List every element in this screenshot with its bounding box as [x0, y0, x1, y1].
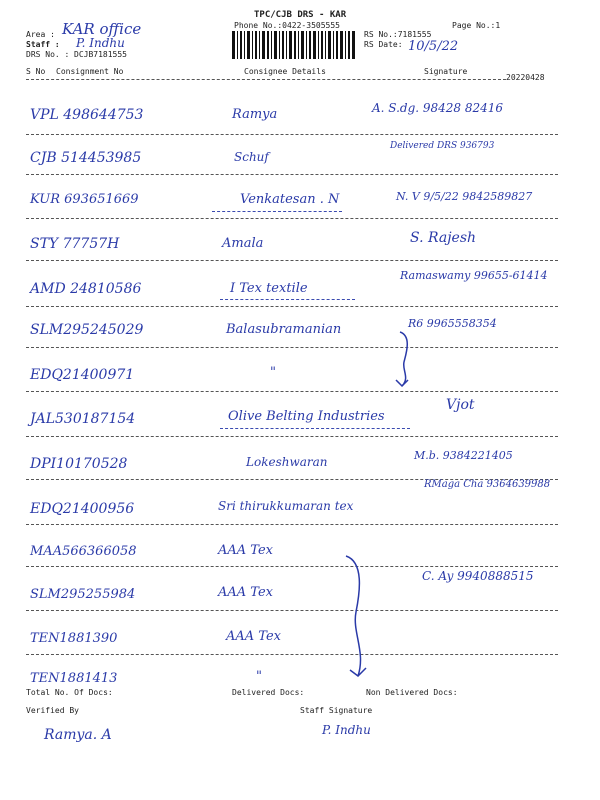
- total-docs-label: Total No. Of Docs:: [26, 688, 113, 697]
- row-7-consignee: ": [270, 365, 276, 380]
- row-9-signature: M.b. 9384221405: [414, 449, 513, 462]
- row-2-consignment: CJB 514453985: [30, 150, 142, 166]
- row-9-consignee: Lokeshwaran: [246, 455, 328, 469]
- header-divider: [26, 79, 506, 80]
- row-6-consignment: SLM295245029: [30, 322, 144, 338]
- row-10-consignee: Sri thirukkumaran tex: [218, 499, 354, 513]
- row-divider: [26, 347, 558, 348]
- column-signature: Signature: [424, 67, 468, 76]
- row-6-consignee: Balasubramanian: [226, 322, 342, 337]
- row-8-consignee: Olive Belting Industries: [228, 409, 385, 424]
- row-divider: [26, 134, 558, 135]
- row-4-consignee: Amala: [222, 236, 264, 251]
- row-9-consignment: DPI10170528: [30, 456, 128, 472]
- row-divider: [26, 610, 558, 611]
- row-12-consignment: SLM295255984: [30, 587, 136, 602]
- rs-date-value: 10/5/22: [408, 39, 459, 54]
- non-delivered-docs-label: Non Delivered Docs:: [366, 688, 458, 697]
- area-label: Area :: [26, 30, 55, 39]
- row-divider: [26, 174, 558, 175]
- row-3-signature: N. V 9/5/22 9842589827: [396, 190, 533, 203]
- print-date-code: 20220428: [506, 73, 545, 82]
- row-10-consignment: EDQ21400956: [30, 501, 135, 517]
- row-10-signature: RMaga Cha 9364639988: [424, 479, 551, 490]
- column-consignment: Consignment No: [56, 67, 124, 76]
- row-12-consignee: AAA Tex: [218, 585, 273, 600]
- verified-by-label: Verified By: [26, 706, 79, 715]
- staff-value: P. Indhu: [76, 36, 125, 50]
- row-5-consignment: AMD 24810586: [30, 281, 142, 297]
- row-4-consignment: STY 77757H: [30, 236, 120, 252]
- column-consignee: Consignee Details: [244, 67, 326, 76]
- page-number: Page No.:1: [452, 21, 501, 30]
- row-5-underline: [220, 299, 355, 300]
- column-sno: S No: [26, 67, 46, 76]
- row-2-signature: Delivered DRS 936793: [390, 141, 495, 151]
- document-title: TPC/CJB DRS - KAR: [254, 10, 347, 20]
- row-11-consignee: AAA Tex: [218, 543, 273, 558]
- row-13-consignment: TEN1881390: [30, 631, 118, 646]
- row-7-consignment: EDQ21400971: [30, 367, 135, 383]
- row-divider: [26, 260, 558, 261]
- row-12-signature: C. Ay 9940888515: [422, 569, 534, 583]
- row-1-signature: A. S.dg. 98428 82416: [372, 101, 504, 115]
- row-13-consignee: AAA Tex: [226, 629, 281, 644]
- row-divider: [26, 566, 558, 567]
- row-11-consignment: MAA566366058: [30, 544, 137, 559]
- rs-number: RS No.:7181555: [364, 30, 432, 39]
- delivered-docs-label: Delivered Docs:: [232, 688, 305, 697]
- bracket-mark: [392, 330, 422, 390]
- row-divider: [26, 436, 558, 437]
- row-1-consignment: VPL 498644753: [30, 107, 144, 123]
- drs-label: DRS No. :: [26, 50, 70, 59]
- row-14-consignment: TEN1881413: [30, 671, 118, 686]
- row-8-consignment: JAL530187154: [30, 411, 136, 427]
- row-5-signature: Ramaswamy 99655-61414: [400, 269, 548, 282]
- staff-signature-label: Staff Signature: [300, 706, 373, 715]
- row-5-consignee: I Tex textile: [230, 281, 308, 296]
- row-1-consignee: Ramya: [232, 107, 278, 122]
- row-divider: [26, 391, 558, 392]
- rs-date-label: RS Date:: [364, 40, 403, 49]
- row-6-signature: R6 9965558354: [408, 317, 497, 330]
- barcode-icon: [232, 31, 356, 59]
- area-value: KAR office: [62, 20, 142, 38]
- staff-signature: P. Indhu: [322, 723, 371, 737]
- row-divider: [26, 218, 558, 219]
- row-divider: [26, 306, 558, 307]
- phone-number: Phone No.:0422-3505555: [234, 21, 340, 30]
- row-divider: [26, 654, 558, 655]
- drs-number: DCJB7181555: [74, 50, 127, 59]
- row-8-underline: [220, 428, 410, 429]
- row-8-signature: Vjot: [446, 397, 475, 413]
- row-3-underline: [212, 211, 342, 212]
- row-3-consignment: KUR 693651669: [30, 192, 139, 207]
- row-2-consignee: Schuf: [234, 150, 269, 164]
- row-4-signature: S. Rajesh: [410, 230, 477, 246]
- row-divider: [26, 524, 558, 525]
- row-3-consignee: Venkatesan . N: [240, 192, 340, 207]
- row-14-consignee: ": [256, 669, 262, 684]
- verified-signature: Ramya. A: [44, 727, 112, 743]
- staff-label: Staff :: [26, 40, 60, 49]
- bracket-mark: [340, 552, 380, 682]
